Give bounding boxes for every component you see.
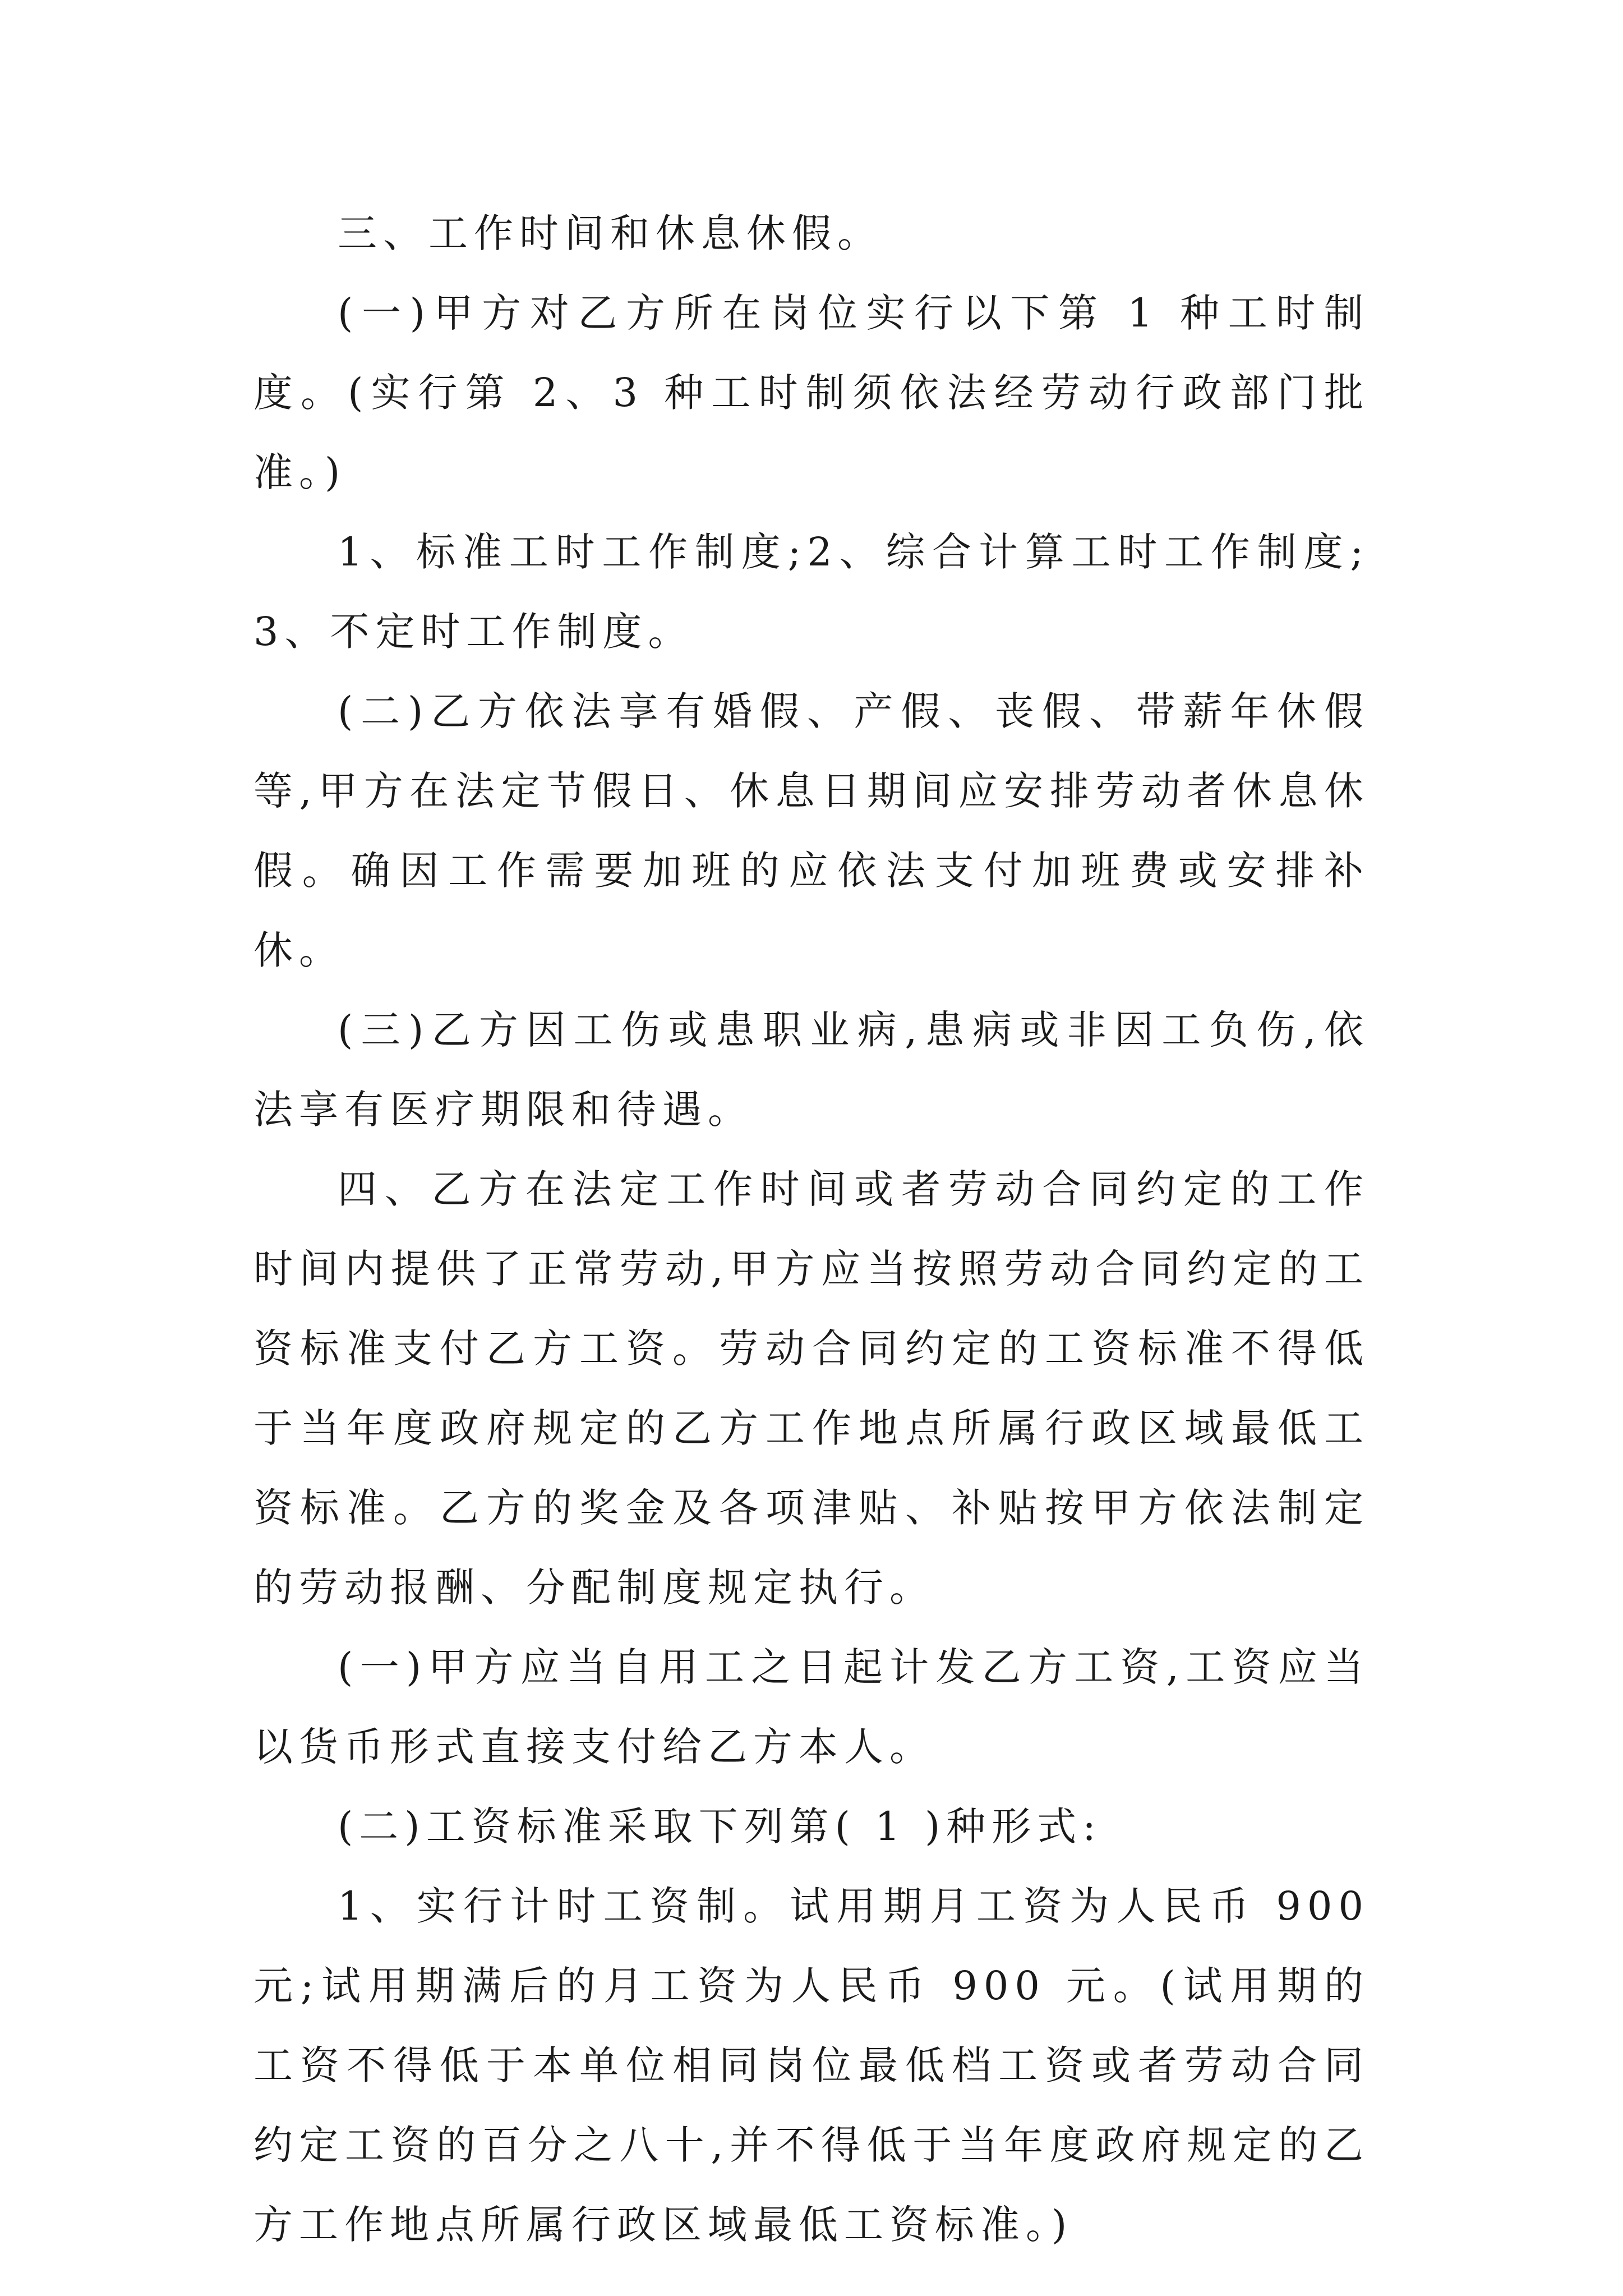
paragraph-wage-form: (二)工资标准采取下列第( 1 )种形式: bbox=[338, 1803, 1102, 1849]
paragraph-work-hour-system: (一)甲方对乙方所在岗位实行以下第 1 种工时制度。(实行第 2、3 种工时制须依法经劳动行政部门批准。) bbox=[253, 290, 1370, 495]
paragraph-wage-payment: (一)甲方应当自用工之日起计发乙方工资,工资应当以货币形式直接支付给乙方本人。 bbox=[253, 1644, 1370, 1770]
paragraph-time-wage: 1、实行计时工资制。试用期月工资为人民币 900 元;试用期满后的月工资为人民币 900 元。(试用期的工资不得低于本单位相同岗位最低档工资或者劳动合同约定工资的百分之八十,并不得低于当年度政府规定的乙方工作地点所属行政区域最低工资标准。) bbox=[253, 1883, 1370, 2248]
document-body bbox=[253, 194, 1370, 2265]
section-heading-wages: 四、乙方在法定工作时间或者劳动合同约定的工作时间内提供了正常劳动,甲方应当按照劳动合同约定的工资标准支付乙方工资。劳动合同约定的工资标准不得低于当年度政府规定的乙方工作地点所属行政区域最低工资标准。乙方的奖金及各项津贴、补贴按甲方依法制定的劳动报酬、分配制度规定执行。 bbox=[253, 1166, 1370, 1611]
section-heading-work-hours: 三、工作时间和休息休假。 bbox=[338, 210, 883, 256]
paragraph-medical-period: (三)乙方因工伤或患职业病,患病或非因工负伤,依法享有医疗期限和待遇。 bbox=[253, 1007, 1370, 1133]
paragraph-work-hour-types: 1、标准工时工作制度;2、综合计算工时工作制度;3、不定时工作制度。 bbox=[253, 529, 1370, 655]
paragraph-leave-rights: (二)乙方依法享有婚假、产假、丧假、带薪年休假等,甲方在法定节假日、休息日期间应安排劳动者休息休假。确因工作需要加班的应依法支付加班费或安排补休。 bbox=[253, 688, 1370, 973]
